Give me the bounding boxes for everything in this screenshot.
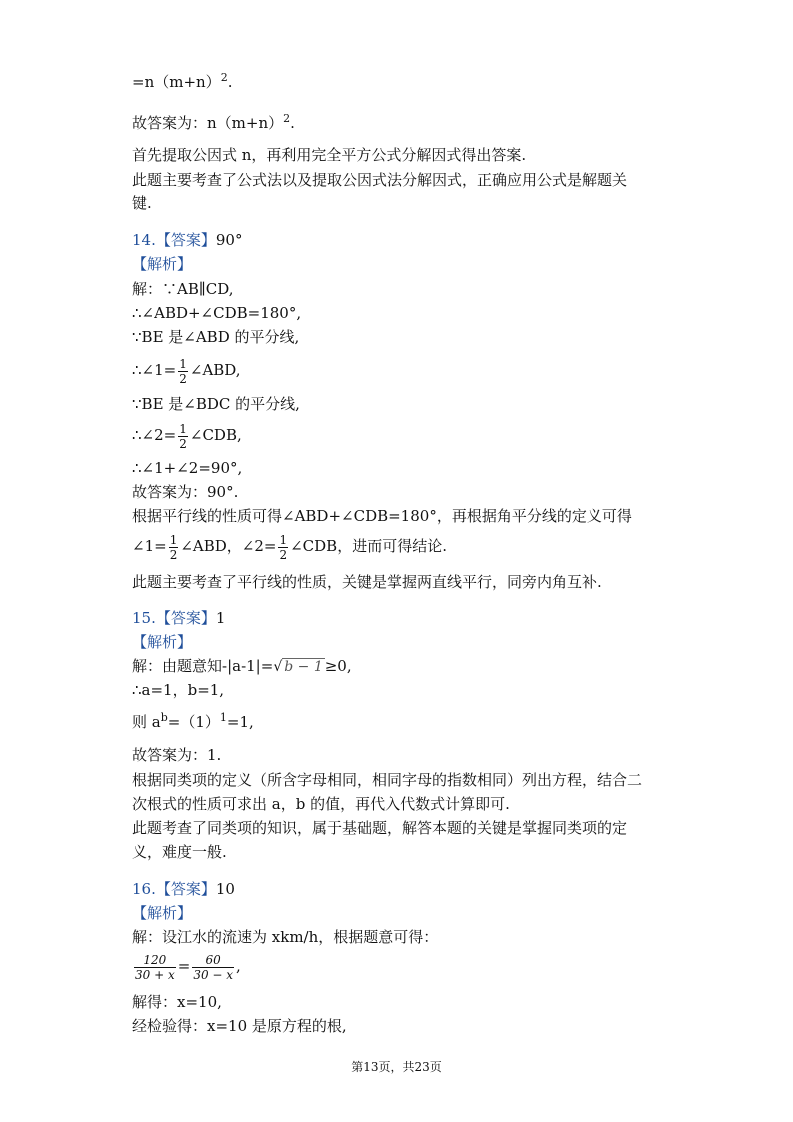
text-line: ∴∠2= $\frac{1}{2}$ ∠CDB, <box>132 421 242 451</box>
fraction: $\frac{120}{30 + x}$ <box>135 952 175 982</box>
page-footer: 第13页，共23页 <box>351 1060 442 1074</box>
text-line: 故答案为：90°. <box>132 483 239 501</box>
text-line: 次根式的性质可求出 a，b 的值，再代入代数式计算即可. <box>132 795 510 813</box>
text-line: 键. <box>132 194 152 212</box>
text-line: 此题主要考查了公式法以及提取公因式法分解因式，正确应用公式是解题关 <box>132 171 628 189</box>
text-line: ∠1= $\frac{1}{2}$ ∠ABD，∠2= $\frac{1}{2}$ ∠CDB，进而可得结论. <box>132 532 447 562</box>
text-line: ∴a=1，b=1, <box>132 681 225 699</box>
text-line: ∴∠ABD+∠CDB=180°, <box>132 304 302 322</box>
text-line: 解得：x=10, <box>132 993 222 1011</box>
text-line: ∴∠1+∠2=90°, <box>132 459 243 477</box>
text-line: 此题主要考查了平行线的性质，关键是掌握两直线平行，同旁内角互补. <box>132 573 602 591</box>
text-line: 故答案为：$n(m+n)^2$. <box>132 112 295 132</box>
analysis-heading-16: 【解析】 <box>132 904 193 922</box>
fraction: $\frac{1}{2}$ <box>279 532 288 562</box>
fraction: $\frac{1}{2}$ <box>169 532 178 562</box>
text-line: ∴∠1= $\frac{1}{2}$ ∠ABD, <box>132 356 241 386</box>
text-line: ∵BE 是∠BDC 的平分线, <box>132 395 300 413</box>
text-line: 经检验得：x=10 是原方程的根, <box>132 1017 347 1035</box>
text-line: 则 $a^b=(1)^1=1$, <box>132 711 254 731</box>
answer-heading-16: 16.【答案】10 <box>132 880 235 898</box>
text-line: 义，难度一般. <box>132 843 227 861</box>
answer-heading-14: 14.【答案】90° <box>132 231 243 249</box>
text-line: 解：∵AB∥CD, <box>132 280 234 298</box>
fraction: $\frac{1}{2}$ <box>179 421 187 451</box>
square-root: √ b − 1 <box>273 659 323 675</box>
text-line: ∵BE 是∠ABD 的平分线, <box>132 328 300 346</box>
text-line: 首先提取公因式 n，再利用完全平方公式分解因式得出答案. <box>132 146 527 164</box>
text-line: 解：由题意知-|a-1|=√ b − 1 ≥0, <box>132 657 352 675</box>
answer-heading-15: 15.【答案】1 <box>132 609 226 627</box>
analysis-heading-15: 【解析】 <box>132 633 193 651</box>
text-line: 根据同类项的定义（所含字母相同，相同字母的指数相同）列出方程，结合二 <box>132 771 643 789</box>
analysis-heading-14: 【解析】 <box>132 255 193 273</box>
text-line: 故答案为：1. <box>132 746 222 764</box>
text-line: 此题考查了同类项的知识，属于基础题，解答本题的关键是掌握同类项的定 <box>132 819 628 837</box>
text-line: 根据平行线的性质可得∠ABD+∠CDB=180°，再根据角平分线的定义可得 <box>132 507 632 525</box>
text-line: 解：设江水的流速为 xkm/h，根据题意可得： <box>132 928 439 946</box>
text-line: $=n(m+n)^2$. <box>132 71 233 91</box>
equation: $\frac{120}{30 + x}$ = $\frac{60}{30 - x}$ , <box>135 952 241 982</box>
fraction: $\frac{60}{30 - x}$ <box>193 952 234 982</box>
fraction: $\frac{1}{2}$ <box>179 356 187 386</box>
